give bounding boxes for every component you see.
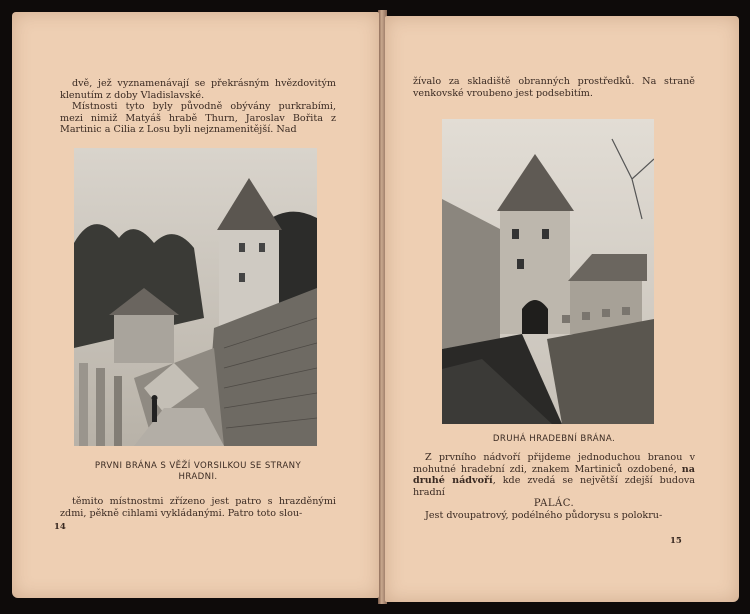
second-gate-photo [442, 119, 654, 424]
left-page-number: 14 [54, 522, 66, 532]
right-paragraph-1: žívalo za skladiště obranných prostředků. Na straně venkovské vroubeno jest podsebitím. [413, 76, 695, 99]
left-caption-line-1: PRVNI BRÁNA S VĚŽÍ VORSILKOU SE STRANY [94, 461, 302, 471]
right-page [385, 16, 739, 602]
right-photo-caption: DRUHÁ HRADEBNÍ BRÁNA. [492, 434, 616, 444]
left-top-text [60, 78, 336, 136]
right-top-text [413, 76, 695, 99]
left-paragraph-2: Místnosti tyto byly původně obývány purkrabími, mezi nimiž Matyáš hrabě Thurn, Jaroslav Bořita z Martinic a Cilia z Losu byli nejznamenitější. Nad [60, 101, 336, 136]
left-caption-line-2: HRADNI. [178, 472, 218, 482]
right-paragraph-2 [413, 452, 695, 498]
left-page [12, 12, 379, 598]
right-paragraph-3: Jest dvoupatrový, podélného půdorysu s polokru- [425, 509, 663, 521]
left-paragraph-1: dvě, jež vyznamenávají se překrásným hvězdovitým klenutím z doby Vladislavské. [60, 78, 336, 101]
right-paragraph-2-start: Z prvního nádvoří přijdeme jednoduchou branou v mohutné hradební zdi, znakem Martiniců ozdobené, [413, 452, 695, 475]
palac-heading: PALÁC. [533, 498, 575, 510]
right-paragraph-2-end: , kde zvedá se největší zdejší budova hradní [413, 475, 695, 498]
castle-gate-photo [74, 148, 317, 446]
right-middle-text [413, 452, 695, 522]
left-bottom-text [60, 496, 336, 519]
left-paragraph-3: těmito místnostmi zřízeno jest patro s hrazděnými zdmi, pěkně cihlami vykládanými. Patro toto slou- [60, 496, 336, 519]
right-paragraph-2-bold: na druhé nádvoří [413, 463, 695, 487]
left-photo-caption [52, 461, 344, 483]
right-page-number: 15 [670, 536, 682, 546]
